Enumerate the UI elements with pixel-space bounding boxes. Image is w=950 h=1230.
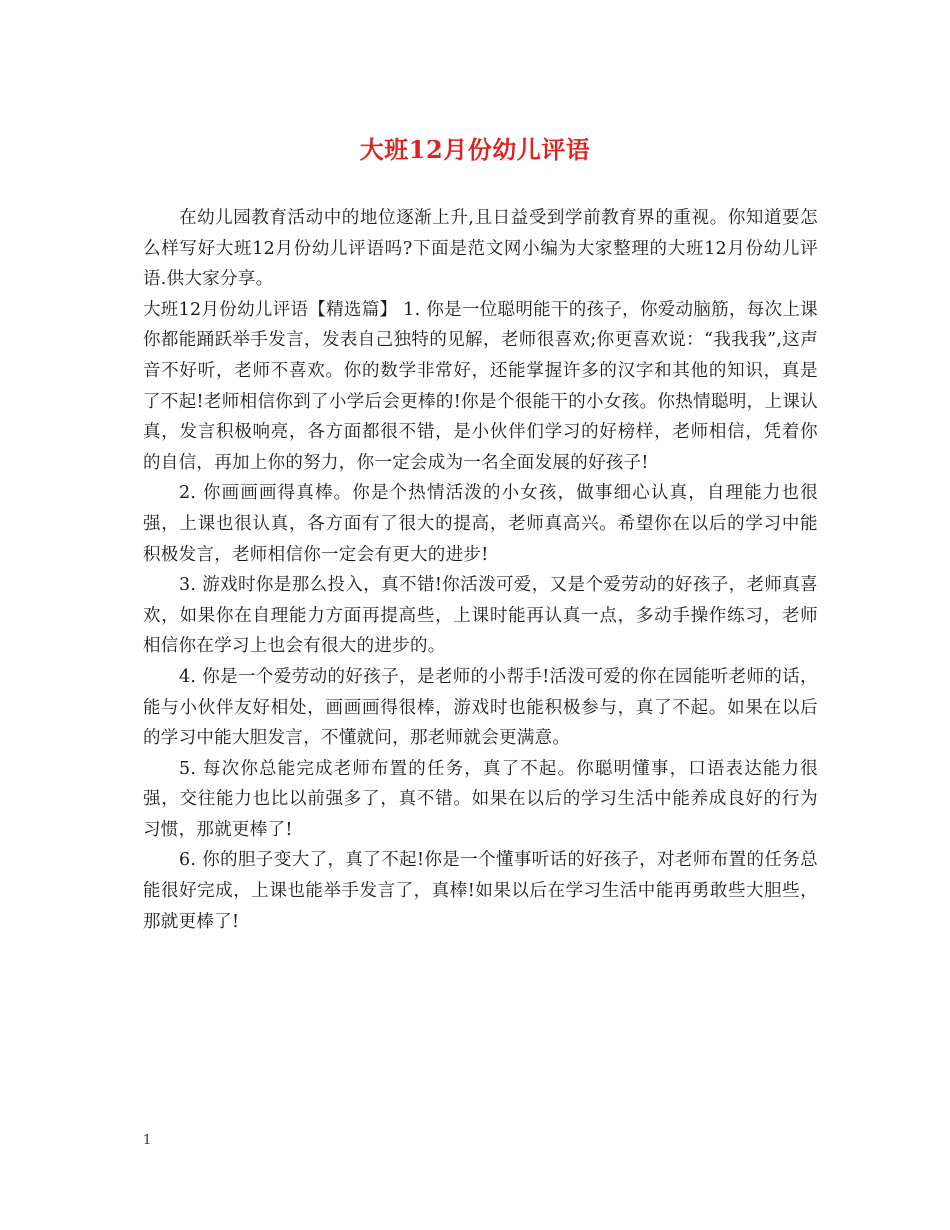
first-item-paragraph	[143, 295, 818, 479]
document-title: 大班12月份幼儿评语	[359, 135, 591, 164]
list-item: 1. 你是一位聪明能干的孩子，你爱动脑筋，每次上课你都能踊跃举手发言，发表自己独特的见解，老师很喜欢;你更喜欢说：“我我我”,这声音不好听，老师不喜欢。你的数学非常好，还能掌握许多的汉字和其他的知识，真是了不起!老师相信你到了小学后会更棒的!你是个很能干的小女孩。你热情聪明，上课认真，发言积极响亮，各方面都很不错，是小伙伴们学习的好榜样，老师相信，凭着你的自信，再加上你的努力，你一定会成为一名全面发展的好孩子!	[143, 299, 818, 473]
list-item: 4. 你是一个爱劳动的好孩子，是老师的小帮手!活泼可爱的你在园能听老师的话，能与小伙伴友好相处，画画画得很棒，游戏时也能积极参与，真了不起。如果在以后的学习中能大胆发言，不懂就问，那老师就会更满意。	[143, 666, 818, 749]
list-item: 5. 每次你总能完成老师布置的任务，真了不起。你聪明懂事，口语表达能力很强，交往能力也比以前强多了，真不错。如果在以后的学习生活中能养成良好的行为习惯，那就更棒了!	[143, 758, 818, 840]
section-heading: 大班12月份幼儿评语【精选篇】	[143, 299, 398, 320]
intro-paragraph: 在幼儿园教育活动中的地位逐渐上升,且日益受到学前教育界的重视。你知道要怎么样写好大班12月份幼儿评语吗?下面是范文网小编为大家整理的大班12月份幼儿评语.供大家分享。	[143, 208, 818, 290]
list-item: 3. 游戏时你是那么投入，真不错!你活泼可爱，又是个爱劳动的好孩子，老师真喜欢，如果你在自理能力方面再提高些，上课时能再认真一点，多动手操作练习，老师相信你在学习上也会有很大的进步的。	[143, 575, 818, 657]
page-number: 1	[143, 1133, 152, 1148]
list-item: 2. 你画画画得真棒。你是个热情活泼的小女孩，做事细心认真，自理能力也很强，上课也很认真，各方面有了很大的提高，老师真高兴。希望你在以后的学习中能积极发言，老师相信你一定会有更大的进步!	[143, 483, 818, 565]
list-item: 6. 你的胆子变大了，真了不起!你是一个懂事听话的好孩子，对老师布置的任务总能很好完成，上课也能举手发言了，真棒!如果以后在学习生活中能再勇敢些大胆些，那就更棒了!	[143, 850, 818, 932]
document-body	[143, 203, 818, 937]
